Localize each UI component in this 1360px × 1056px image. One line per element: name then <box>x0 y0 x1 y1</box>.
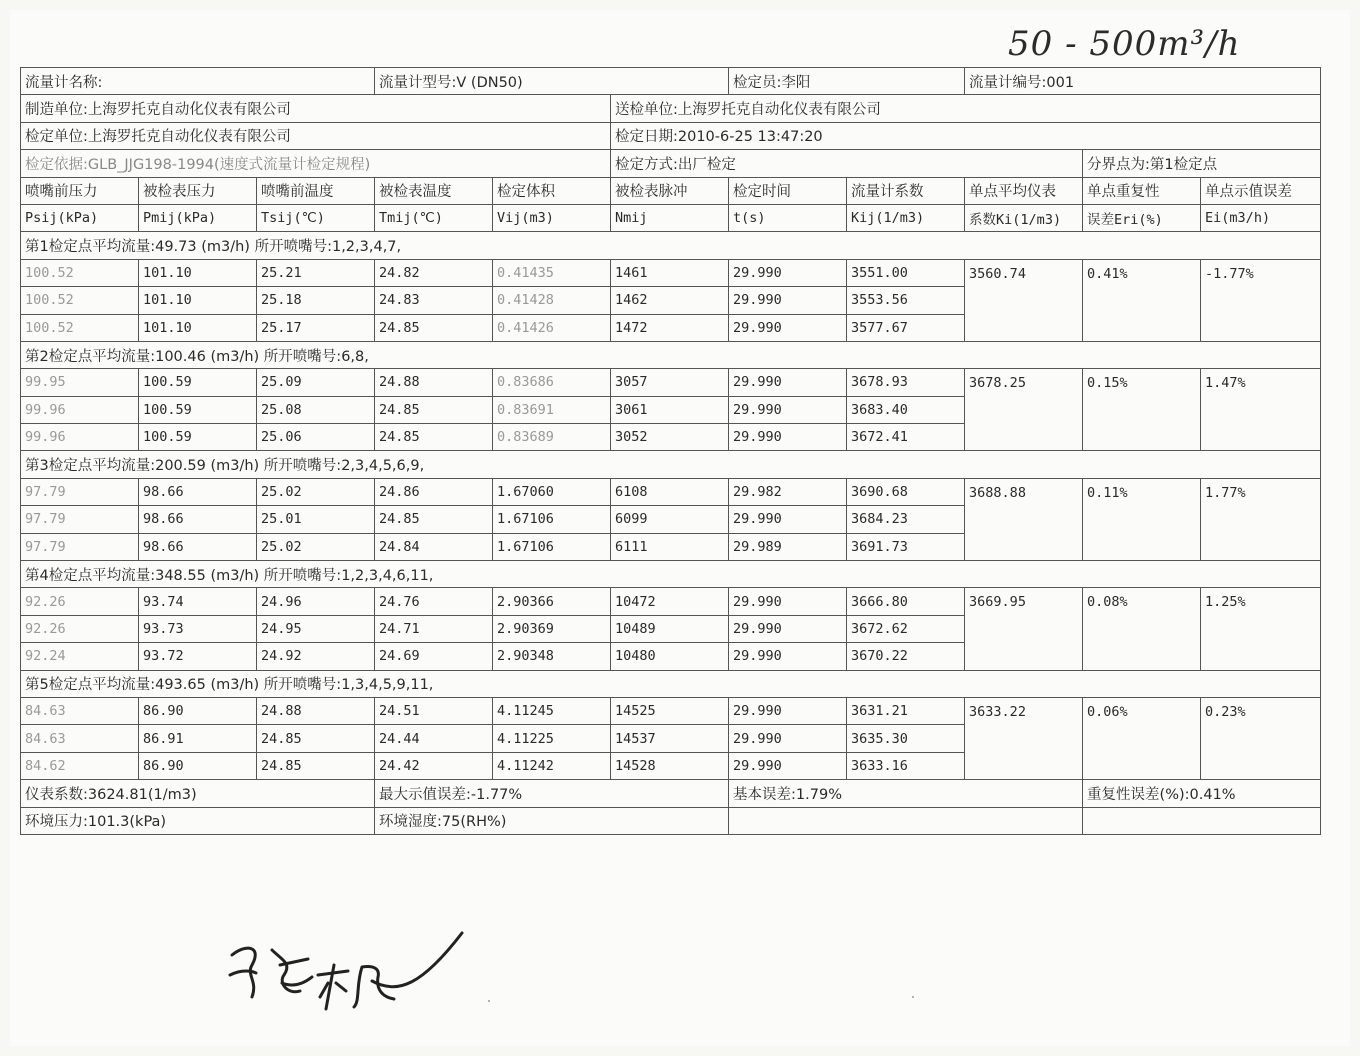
table-cell: 100.52 <box>21 287 139 314</box>
table-cell: 0.41435 <box>493 259 611 286</box>
table-cell: 25.18 <box>257 287 375 314</box>
table-cell: 24.92 <box>257 643 375 670</box>
column-header: 流量计系数 <box>847 177 965 204</box>
table-cell: 3052 <box>611 424 729 451</box>
table-cell: 84.63 <box>21 725 139 752</box>
table-cell: 24.51 <box>375 697 493 724</box>
meter-name-label: 流量计名称: <box>21 68 375 95</box>
table-cell: 3666.80 <box>847 588 965 615</box>
table-cell: 3631.21 <box>847 697 965 724</box>
column-header: 喷嘴前压力 <box>21 177 139 204</box>
table-cell: 25.02 <box>257 533 375 560</box>
table-cell: 3672.62 <box>847 615 965 642</box>
column-unit: Psij(kPa) <box>21 204 139 231</box>
table-cell: 24.44 <box>375 725 493 752</box>
repeat-error-cell: 0.15% <box>1083 369 1201 451</box>
table-cell: 98.66 <box>139 533 257 560</box>
table-cell: 84.62 <box>21 752 139 779</box>
table-cell: 24.88 <box>375 369 493 396</box>
column-unit: 系数Ki(1/m3) <box>965 204 1083 231</box>
table-cell: 0.41426 <box>493 314 611 341</box>
column-header: 单点重复性 <box>1083 177 1201 204</box>
column-header: 单点示值误差 <box>1201 177 1321 204</box>
table-cell: 100.59 <box>139 369 257 396</box>
column-header: 被检表温度 <box>375 177 493 204</box>
table-cell: 3061 <box>611 396 729 423</box>
table-cell: 24.42 <box>375 752 493 779</box>
table-cell: 86.91 <box>139 725 257 752</box>
avg-k-cell: 3688.88 <box>965 478 1083 560</box>
empty-cell <box>1083 807 1321 834</box>
table-cell: 92.26 <box>21 615 139 642</box>
table-cell: 3683.40 <box>847 396 965 423</box>
column-header: 被检表压力 <box>139 177 257 204</box>
table-cell: 101.10 <box>139 314 257 341</box>
table-cell: 14525 <box>611 697 729 724</box>
table-cell: 1472 <box>611 314 729 341</box>
table-row <box>21 588 1321 615</box>
column-unit: t(s) <box>729 204 847 231</box>
table-cell: 24.83 <box>375 287 493 314</box>
indication-error-cell: 1.25% <box>1201 588 1321 670</box>
table-row <box>21 478 1321 505</box>
table-cell: 93.73 <box>139 615 257 642</box>
column-unit: Tmij(℃) <box>375 204 493 231</box>
table-cell: 24.85 <box>375 506 493 533</box>
handwritten-flow-range: 50 - 500m³/h <box>1008 24 1241 64</box>
column-header: 喷嘴前温度 <box>257 177 375 204</box>
table-cell: 3635.30 <box>847 725 965 752</box>
point-title: 第4检定点平均流量:348.55 (m3/h) 所开喷嘴号:1,2,3,4,6,11, <box>21 561 1321 588</box>
table-cell: 24.71 <box>375 615 493 642</box>
table-cell: 101.10 <box>139 287 257 314</box>
indication-error-cell: 1.77% <box>1201 478 1321 560</box>
table-cell: 6108 <box>611 478 729 505</box>
table-cell: 25.08 <box>257 396 375 423</box>
table-cell: 10472 <box>611 588 729 615</box>
table-cell: 86.90 <box>139 697 257 724</box>
table-cell: 24.76 <box>375 588 493 615</box>
table-cell: 92.24 <box>21 643 139 670</box>
table-cell: 2.90366 <box>493 588 611 615</box>
table-cell: 29.990 <box>729 752 847 779</box>
table-cell: 29.990 <box>729 424 847 451</box>
table-cell: 25.17 <box>257 314 375 341</box>
table-cell: 3670.22 <box>847 643 965 670</box>
avg-k-cell: 3678.25 <box>965 369 1083 451</box>
table-cell: 24.85 <box>257 725 375 752</box>
table-cell: 2.90348 <box>493 643 611 670</box>
inspector: 检定员:李阳 <box>729 68 965 95</box>
table-cell: 97.79 <box>21 478 139 505</box>
table-cell: 100.52 <box>21 314 139 341</box>
column-header: 被检表脉冲 <box>611 177 729 204</box>
table-cell: 1.67060 <box>493 478 611 505</box>
table-cell: 29.990 <box>729 725 847 752</box>
repeat-error-cell: 0.06% <box>1083 697 1201 779</box>
table-cell: 29.990 <box>729 259 847 286</box>
table-cell: 1.67106 <box>493 533 611 560</box>
table-cell: 25.02 <box>257 478 375 505</box>
table-row <box>21 369 1321 396</box>
table-cell: 3633.16 <box>847 752 965 779</box>
table-cell: 29.990 <box>729 697 847 724</box>
signature-drawing <box>222 925 472 1020</box>
avg-k-cell: 3560.74 <box>965 259 1083 341</box>
table-cell: 14528 <box>611 752 729 779</box>
boundary-point: 分界点为:第1检定点 <box>1083 150 1321 177</box>
table-row <box>21 697 1321 724</box>
table-cell: 4.11242 <box>493 752 611 779</box>
point-title: 第5检定点平均流量:493.65 (m3/h) 所开喷嘴号:1,3,4,5,9,11, <box>21 670 1321 697</box>
table-cell: 1462 <box>611 287 729 314</box>
column-unit: Nmij <box>611 204 729 231</box>
table-cell: 99.95 <box>21 369 139 396</box>
table-cell: 24.85 <box>375 424 493 451</box>
empty-cell <box>729 807 1083 834</box>
table-cell: 6111 <box>611 533 729 560</box>
table-cell: 24.86 <box>375 478 493 505</box>
table-cell: 0.83689 <box>493 424 611 451</box>
table-cell: 3672.41 <box>847 424 965 451</box>
table-cell: 3690.68 <box>847 478 965 505</box>
table-cell: 97.79 <box>21 533 139 560</box>
column-header: 单点平均仪表 <box>965 177 1083 204</box>
speck <box>488 1000 490 1002</box>
table-cell: 3678.93 <box>847 369 965 396</box>
table-cell: 6099 <box>611 506 729 533</box>
handwritten-signature <box>222 925 472 1020</box>
ambient-humidity: 环境湿度:75(RH%) <box>375 807 729 834</box>
table-cell: 29.990 <box>729 506 847 533</box>
column-unit: Ei(m3/h) <box>1201 204 1321 231</box>
table-cell: 29.990 <box>729 369 847 396</box>
table-cell: 24.88 <box>257 697 375 724</box>
meter-number: 流量计编号:001 <box>965 68 1321 95</box>
indication-error-cell: -1.77% <box>1201 259 1321 341</box>
column-header: 检定时间 <box>729 177 847 204</box>
column-unit: Tsij(℃) <box>257 204 375 231</box>
table-cell: 93.74 <box>139 588 257 615</box>
avg-k-cell: 3633.22 <box>965 697 1083 779</box>
table-cell: 100.59 <box>139 424 257 451</box>
table-cell: 29.990 <box>729 615 847 642</box>
table-cell: 101.10 <box>139 259 257 286</box>
table-cell: 100.59 <box>139 396 257 423</box>
verification-table <box>20 67 1321 835</box>
repeat-error-cell: 0.11% <box>1083 478 1201 560</box>
table-cell: 3553.56 <box>847 287 965 314</box>
column-header: 检定体积 <box>493 177 611 204</box>
table-cell: 25.06 <box>257 424 375 451</box>
table-cell: 29.990 <box>729 643 847 670</box>
table-row <box>21 259 1321 286</box>
table-cell: 93.72 <box>139 643 257 670</box>
table-cell: 84.63 <box>21 697 139 724</box>
verifier: 检定单位:上海罗托克自动化仪表有限公司 <box>21 122 611 149</box>
table-cell: 2.90369 <box>493 615 611 642</box>
table-cell: 24.85 <box>375 314 493 341</box>
table-cell: 24.85 <box>375 396 493 423</box>
table-cell: 24.84 <box>375 533 493 560</box>
repeat-error-cell: 0.08% <box>1083 588 1201 670</box>
table-cell: 3691.73 <box>847 533 965 560</box>
table-cell: 4.11225 <box>493 725 611 752</box>
table-cell: 100.52 <box>21 259 139 286</box>
table-cell: 0.83691 <box>493 396 611 423</box>
table-cell: 99.96 <box>21 396 139 423</box>
table-cell: 24.69 <box>375 643 493 670</box>
table-cell: 3057 <box>611 369 729 396</box>
manufacturer: 制造单位:上海罗托克自动化仪表有限公司 <box>21 95 611 122</box>
table-cell: 14537 <box>611 725 729 752</box>
table-cell: 25.01 <box>257 506 375 533</box>
verification-method: 检定方式:出厂检定 <box>611 150 1083 177</box>
table-cell: 99.96 <box>21 424 139 451</box>
basic-error: 基本误差:1.79% <box>729 780 1083 807</box>
table-cell: 29.990 <box>729 314 847 341</box>
table-cell: 3577.67 <box>847 314 965 341</box>
table-cell: 4.11245 <box>493 697 611 724</box>
table-cell: 29.990 <box>729 287 847 314</box>
table-cell: 24.85 <box>257 752 375 779</box>
table-cell: 29.990 <box>729 588 847 615</box>
table-cell: 98.66 <box>139 478 257 505</box>
column-unit: Vij(m3) <box>493 204 611 231</box>
table-cell: 29.989 <box>729 533 847 560</box>
table-cell: 29.990 <box>729 396 847 423</box>
table-cell: 0.41428 <box>493 287 611 314</box>
ambient-pressure: 环境压力:101.3(kPa) <box>21 807 375 834</box>
table-cell: 10480 <box>611 643 729 670</box>
point-title: 第2检定点平均流量:100.46 (m3/h) 所开喷嘴号:6,8, <box>21 341 1321 368</box>
column-unit: Kij(1/m3) <box>847 204 965 231</box>
meter-model: 流量计型号:V (DN50) <box>375 68 729 95</box>
table-cell: 25.21 <box>257 259 375 286</box>
avg-k-cell: 3669.95 <box>965 588 1083 670</box>
table-cell: 97.79 <box>21 506 139 533</box>
max-indication-error: 最大示值误差:-1.77% <box>375 780 729 807</box>
verification-basis: 检定依据:GLB_JJG198-1994(速度式流量计检定规程) <box>21 150 611 177</box>
submitter: 送检单位:上海罗托克自动化仪表有限公司 <box>611 95 1321 122</box>
table-cell: 1461 <box>611 259 729 286</box>
table-cell: 1.67106 <box>493 506 611 533</box>
table-cell: 24.82 <box>375 259 493 286</box>
column-unit: Pmij(kPa) <box>139 204 257 231</box>
table-cell: 3684.23 <box>847 506 965 533</box>
meter-coefficient: 仪表系数:3624.81(1/m3) <box>21 780 375 807</box>
indication-error-cell: 1.47% <box>1201 369 1321 451</box>
indication-error-cell: 0.23% <box>1201 697 1321 779</box>
table-cell: 3551.00 <box>847 259 965 286</box>
table-cell: 86.90 <box>139 752 257 779</box>
table-cell: 24.95 <box>257 615 375 642</box>
speck <box>912 996 914 998</box>
table-cell: 10489 <box>611 615 729 642</box>
table-cell: 0.83686 <box>493 369 611 396</box>
table-cell: 25.09 <box>257 369 375 396</box>
point-title: 第1检定点平均流量:49.73 (m3/h) 所开喷嘴号:1,2,3,4,7, <box>21 232 1321 259</box>
table-cell: 24.96 <box>257 588 375 615</box>
verify-date: 检定日期:2010-6-25 13:47:20 <box>611 122 1321 149</box>
table-cell: 98.66 <box>139 506 257 533</box>
repeatability-error: 重复性误差(%):0.41% <box>1083 780 1321 807</box>
column-unit: 误差Eri(%) <box>1083 204 1201 231</box>
table-cell: 29.982 <box>729 478 847 505</box>
point-title: 第3检定点平均流量:200.59 (m3/h) 所开喷嘴号:2,3,4,5,6,9, <box>21 451 1321 478</box>
table-cell: 92.26 <box>21 588 139 615</box>
repeat-error-cell: 0.41% <box>1083 259 1201 341</box>
